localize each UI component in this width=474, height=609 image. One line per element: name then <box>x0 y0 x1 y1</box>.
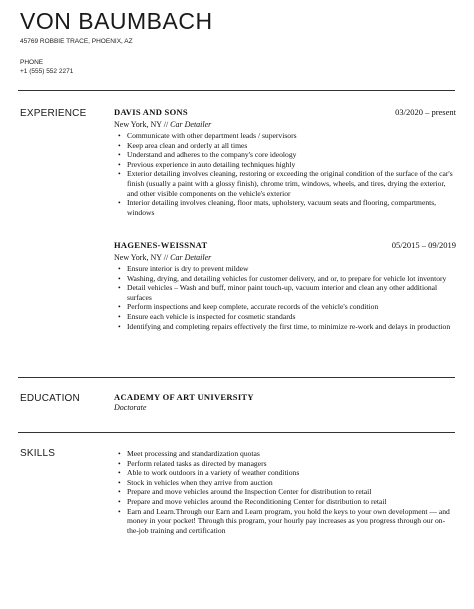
section-divider <box>18 90 455 91</box>
experience-heading: EXPERIENCE <box>20 108 87 119</box>
skill-item: • Prepare and move vehicles around the Inspection Center for distribution to retail <box>118 487 372 497</box>
degree: Doctorate <box>114 403 147 412</box>
bullet-item: • Exterior detailing involves cleaning, restoring or exceeding the original condition of the surface of the car's finish (usually a paint with a glossy finish), chrome trim, windows, wheels, and tires, drying the exterior, and other visible components on the vehicle's exterior <box>118 169 453 198</box>
separator: // <box>161 253 171 262</box>
section-divider <box>18 432 455 433</box>
job-dates: 03/2020 – present <box>395 107 456 117</box>
skills-heading: SKILLS <box>20 448 56 459</box>
job-location-title <box>114 253 456 263</box>
bullet-item: • Communicate with other department leads / supervisors <box>118 131 297 140</box>
bullet-item: • Identifying and completing repairs effectively the first time, to minimize re-work and delays in production <box>118 321 451 331</box>
job-bullet-list <box>114 131 456 217</box>
bullet-item: • Detail vehicles – Wash and buff, minor paint touch-up, vacuum interior and clean any other additional surfaces <box>118 283 438 302</box>
job-title: Car Detailer <box>170 120 212 129</box>
company-name: DAVIS AND SONS <box>114 107 188 117</box>
job-entry <box>114 107 456 217</box>
job-location: New York, NY <box>114 253 162 262</box>
section-divider <box>18 377 455 378</box>
job-location: New York, NY <box>114 120 162 129</box>
bullet-item: • Washing, drying, and detailing vehicles for customer delivery, and or, to prepare for vehicle lot inventory <box>118 273 447 283</box>
bullet-item: • Ensure interior is dry to prevent mildew <box>118 264 249 273</box>
bullet-item: • Ensure each vehicle is inspected for cosmetic standards <box>118 311 296 321</box>
job-title: Car Detailer <box>170 253 212 262</box>
skills-list-container <box>114 448 454 535</box>
bullet-item: • Perform inspections and keep complete, accurate records of the vehicle's condition <box>118 302 379 312</box>
school-name: ACADEMY OF ART UNIVERSITY <box>114 392 254 402</box>
company-name: HAGENES-WEISSNAT <box>114 240 208 250</box>
bullet-item: • Keep area clean and orderly at all times <box>118 140 248 150</box>
candidate-name: VON BAUMBACH <box>20 8 213 34</box>
skill-item: • Stock in vehicles when they arrive from auction <box>118 477 273 487</box>
job-location-title <box>114 120 456 130</box>
bullet-item: • Understand and adheres to the company's core ideology <box>118 150 297 160</box>
skill-item: • Earn and Learn.Through our Earn and Learn program, you hold the keys to your own development — and money in your pocket! Through this program, your hourly pay increases as you progress through our on-the-job training and certification <box>118 506 450 535</box>
job-entry <box>114 240 456 331</box>
job-bullet-list <box>114 264 456 331</box>
education-heading: EDUCATION <box>20 393 80 404</box>
phone-label: PHONE <box>20 59 44 66</box>
skill-item: • Meet processing and standardization quotas <box>118 449 260 458</box>
separator: // <box>161 120 171 129</box>
bullet-item: • Previous experience in auto detailing techniques highly <box>118 159 296 169</box>
skill-item: • Prepare and move vehicles around the Reconditioning Center for distribution to retail <box>118 496 387 506</box>
skill-item: • Perform related tasks as directed by managers <box>118 458 267 468</box>
bullet-item: • Interior detailing involves cleaning, floor mats, upholstery, vacuum seats and flooring, compartments, windows <box>118 198 437 217</box>
job-dates: 05/2015 – 09/2019 <box>391 240 456 250</box>
skills-bullet-list <box>114 449 454 535</box>
phone-number: +1 (555) 552 2271 <box>20 68 74 75</box>
education-entry <box>114 392 456 412</box>
skill-item: • Able to work outdoors in a variety of weather conditions <box>118 468 300 478</box>
candidate-address: 45769 ROBBIE TRACE, PHOENIX, AZ <box>20 38 133 45</box>
